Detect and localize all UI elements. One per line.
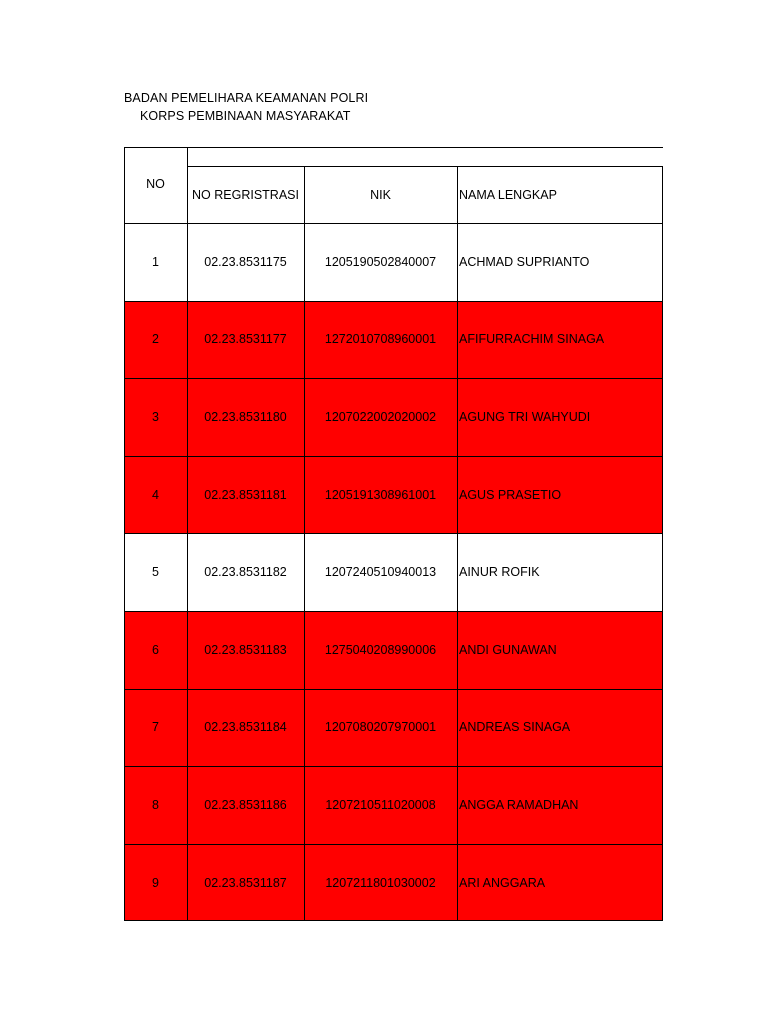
border-bottom — [124, 920, 663, 921]
cell-nik: 1207211801030002 — [325, 875, 436, 890]
cell-nama: ARI ANGGARA — [459, 875, 546, 890]
cell-nik: 1205191308961001 — [324, 487, 437, 502]
cell-nik: 1275040208990006 — [324, 642, 437, 657]
cell-registrasi: 02.23.8531183 — [204, 642, 287, 657]
cell-nama: AGUNG TRI WAHYUDI — [459, 410, 591, 424]
cell-nama: ACHMAD SUPRIANTO — [459, 254, 590, 269]
cell-nik: 1272010708960001 — [324, 332, 437, 347]
cell-no: 2 — [152, 332, 159, 347]
cell-registrasi: 02.23.8531184 — [204, 720, 287, 735]
organization-unit: KORPS PEMBINAAN MASYARAKAT — [140, 109, 351, 123]
cell-no: 3 — [152, 410, 159, 424]
cell-no: 8 — [152, 798, 159, 812]
row-divider — [124, 844, 663, 845]
cell-nik: 1207022002020002 — [324, 410, 437, 424]
cell-registrasi: 02.23.8531182 — [204, 565, 287, 580]
column-header-nama: NAMA LENGKAP — [459, 187, 557, 202]
header-subrow-line — [187, 166, 663, 167]
border-top-group — [187, 147, 663, 148]
cell-registrasi: 02.23.8531181 — [204, 487, 287, 502]
cell-no: 9 — [152, 875, 159, 890]
cell-nama: AGUS PRASETIO — [459, 487, 562, 502]
cell-registrasi: 02.23.8531175 — [204, 254, 287, 269]
cell-nama: AINUR ROFIK — [459, 565, 540, 580]
organization-name: BADAN PEMELIHARA KEAMANAN POLRI — [124, 91, 369, 105]
cell-registrasi: 02.23.8531187 — [204, 875, 287, 890]
cell-nama: ANDREAS SINAGA — [459, 720, 571, 735]
cell-registrasi: 02.23.8531186 — [204, 798, 287, 812]
cell-nama: AFIFURRACHIM SINAGA — [459, 332, 605, 347]
row-divider — [124, 456, 663, 457]
cell-no: 4 — [152, 487, 159, 502]
cell-registrasi: 02.23.8531180 — [204, 410, 287, 424]
cell-nik: 1205190502840007 — [324, 254, 437, 269]
row-divider — [124, 533, 663, 534]
border-top-no — [124, 147, 187, 148]
cell-nama: ANDI GUNAWAN — [459, 642, 557, 657]
cell-registrasi: 02.23.8531177 — [204, 332, 287, 347]
row-divider — [124, 766, 663, 767]
column-header-registrasi: NO REGRISTRASI — [192, 187, 299, 202]
registration-table — [124, 147, 663, 921]
row-divider — [124, 611, 663, 612]
cell-no: 6 — [152, 642, 159, 657]
cell-nik: 1207210511020008 — [325, 798, 436, 812]
cell-nama: ANGGA RAMADHAN — [459, 798, 579, 812]
cell-no: 1 — [152, 254, 159, 269]
header-bottom-line — [124, 223, 663, 224]
cell-nik: 1207080207970001 — [324, 720, 437, 735]
cell-nik: 1207240510940013 — [324, 565, 437, 580]
row-divider — [124, 378, 663, 379]
cell-no: 5 — [152, 565, 159, 580]
column-header-no: NO — [146, 177, 165, 191]
column-header-nik: NIK — [370, 187, 391, 202]
cell-no: 7 — [152, 720, 159, 735]
row-divider — [124, 301, 663, 302]
row-divider — [124, 689, 663, 690]
